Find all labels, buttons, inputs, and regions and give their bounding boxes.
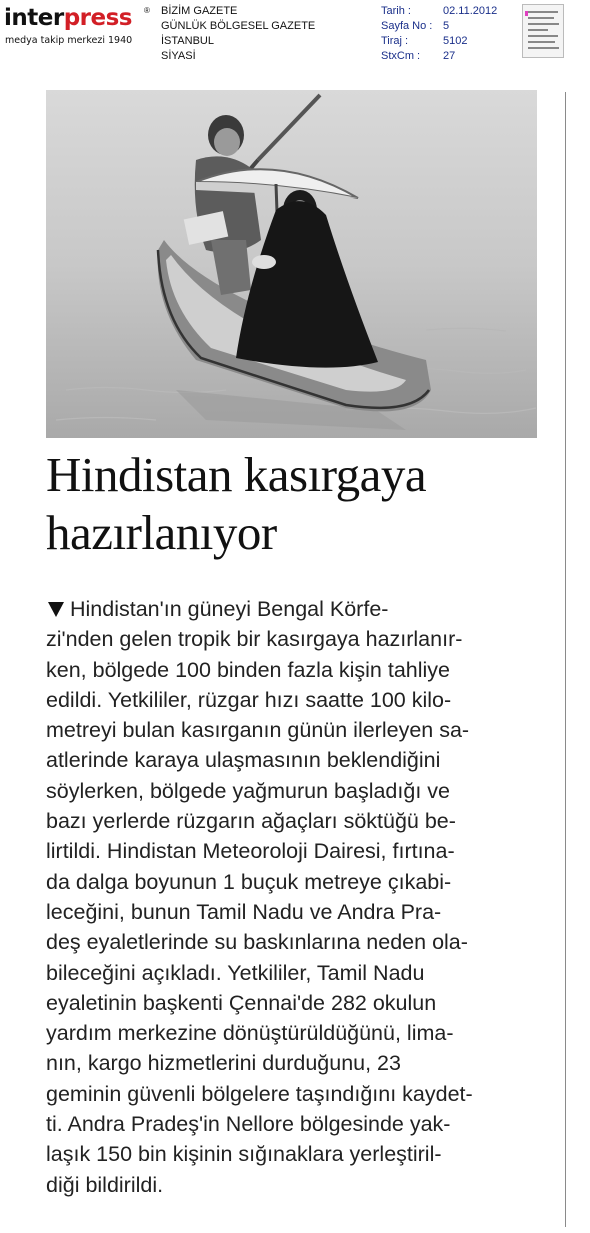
headline-line: Hindistan kasırgaya — [46, 447, 427, 502]
logo-tagline: medya takip merkezi 1940 — [5, 35, 133, 46]
publication-type: GÜNLÜK BÖLGESEL GAZETE — [161, 20, 316, 32]
publication-category: SİYASİ — [161, 50, 196, 62]
body-line: atlerinde karaya ulaşmasının beklendiğini — [46, 748, 441, 773]
body-line: bileceğini açıkladı. Yetkililer, Tamil Nadu — [46, 960, 425, 985]
publication-city: İSTANBUL — [161, 35, 214, 47]
body-line: edildi. Yetkililer, rüzgar hızı saatte 100 kilo- — [46, 687, 452, 712]
logo-wordmark: interpress — [4, 5, 132, 31]
body-line: laşık 150 bin kişinin sığınaklara yerleştiril- — [46, 1142, 442, 1167]
meta-stxcm: StxCm : 27 — [381, 50, 456, 62]
news-clipping — [46, 90, 537, 1215]
clipping-meta — [381, 4, 513, 64]
thumbnail-line — [528, 41, 555, 43]
body-line: bazı yerlerde rüzgarın ağaçları söktüğü be- — [46, 809, 456, 834]
body-line: zi'nden gelen tropik bir kasırgaya hazırlanır- — [46, 627, 463, 652]
body-line: yardım merkezine dönüştürüldüğünü, lima- — [46, 1021, 454, 1046]
thumbnail-line — [528, 47, 559, 49]
page-thumbnail[interactable] — [522, 4, 564, 58]
body-line: eyaletinin başkenti Çennai'de 282 okulun — [46, 990, 437, 1015]
thumbnail-line — [528, 17, 554, 19]
clipping-border — [565, 92, 566, 1227]
thumbnail-line — [528, 11, 558, 13]
article-headline — [46, 446, 537, 562]
headline-line: hazırlanıyor — [46, 505, 277, 560]
thumbnail-line — [528, 23, 559, 25]
body-line: metreyi bulan kasırganın günün ilerleyen sa- — [46, 718, 470, 743]
meta-date: Tarih : 02.11.2012 — [381, 5, 498, 17]
bullet-triangle-icon — [48, 602, 64, 617]
body-line: diği bildirildi. — [46, 1172, 164, 1197]
body-line: söylerken, bölgede yağmurun başladığı ve — [46, 778, 450, 803]
meta-page-no: Sayfa No : 5 — [381, 20, 450, 32]
body-line: nın, kargo hizmetlerini durduğunu, 23 — [46, 1051, 401, 1076]
body-line: da dalga boyunun 1 buçuk metreye çıkabi- — [46, 869, 452, 894]
boat-photo — [46, 90, 537, 438]
body-line: ti. Andra Pradeş'in Nellore bölgesinde yak- — [46, 1112, 451, 1137]
article-body — [46, 594, 537, 1200]
meta-circulation: Tiraj : 5102 — [381, 35, 468, 47]
body-line: ken, bölgede 100 binden fazla kişin tahliye — [46, 657, 451, 682]
thumbnail-line — [528, 29, 548, 31]
body-line: leceğini, bunun Tamil Nadu ve Andra Pra- — [46, 899, 442, 924]
publication-name: BİZİM GAZETE — [161, 5, 238, 17]
body-line: lirtildi. Hindistan Meteoroloji Dairesi, fırtına- — [46, 839, 455, 864]
body-line: geminin güvenli bölgelere taşındığını kaydet- — [46, 1081, 473, 1106]
body-line: deş eyaletlerinde su baskınlarına neden ola- — [46, 930, 468, 955]
interpress-logo — [4, 4, 149, 48]
publication-info — [161, 4, 315, 64]
registered-mark: ® — [144, 6, 150, 15]
body-line: Hindistan'ın güneyi Bengal Körfe- — [46, 594, 537, 624]
thumbnail-line — [528, 35, 558, 37]
